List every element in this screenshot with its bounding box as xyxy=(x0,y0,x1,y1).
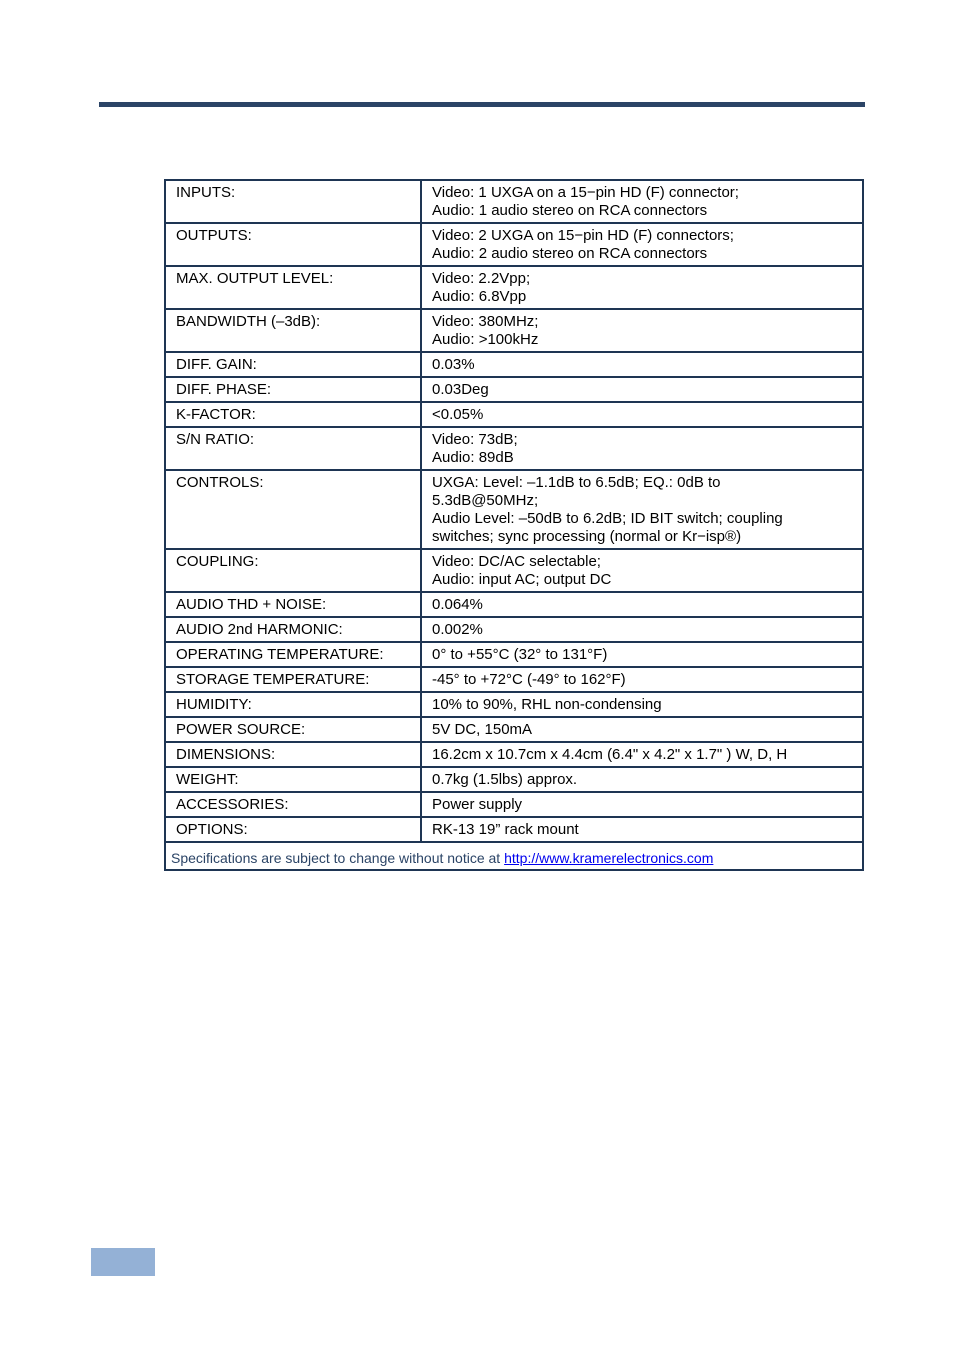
spec-label: POWER SOURCE: xyxy=(165,717,421,742)
spec-value xyxy=(421,817,863,842)
spec-label: OUTPUTS: xyxy=(165,223,421,266)
spec-value-line: Audio: 89dB xyxy=(432,449,514,466)
table-row xyxy=(165,377,863,402)
spec-value xyxy=(421,767,863,792)
spec-value xyxy=(421,309,863,352)
specifications-table-body xyxy=(165,180,863,870)
table-row xyxy=(165,266,863,309)
spec-value-line: Video: 73dB; xyxy=(432,431,518,448)
table-row xyxy=(165,692,863,717)
table-row xyxy=(165,667,863,692)
table-row xyxy=(165,642,863,667)
table-row xyxy=(165,792,863,817)
specifications-note-text: Specifications are subject to change without notice at xyxy=(171,850,505,866)
spec-value-line: 5.3dB@50MHz; xyxy=(432,492,539,509)
table-row xyxy=(165,352,863,377)
spec-value xyxy=(421,717,863,742)
table-row xyxy=(165,742,863,767)
table-row xyxy=(165,767,863,792)
header-rule xyxy=(99,102,865,107)
spec-value xyxy=(421,266,863,309)
specifications-note xyxy=(165,842,863,870)
table-row xyxy=(165,427,863,470)
spec-value-line: switches; sync processing (normal or Kr−isp®) xyxy=(432,528,742,545)
spec-label: DIFF. GAIN: xyxy=(165,352,421,377)
spec-value-line: Audio: input AC; output DC xyxy=(432,571,612,588)
table-row xyxy=(165,470,863,549)
spec-label: BANDWIDTH (–3dB): xyxy=(165,309,421,352)
table-row xyxy=(165,617,863,642)
spec-value-line: Video: 1 UXGA on a 15−pin HD (F) connector; xyxy=(432,184,739,201)
spec-label: HUMIDITY: xyxy=(165,692,421,717)
spec-label: K-FACTOR: xyxy=(165,402,421,427)
table-row xyxy=(165,223,863,266)
spec-value-line: 0° to +55°C (32° to 131°F) xyxy=(432,646,608,663)
spec-label: ACCESSORIES: xyxy=(165,792,421,817)
spec-value xyxy=(421,352,863,377)
spec-value-line: 16.2cm x 10.7cm x 4.4cm (6.4" x 4.2" x 1.7" ) W, D, H xyxy=(432,746,788,763)
spec-value-line: 5V DC, 150mA xyxy=(432,721,533,738)
table-row xyxy=(165,817,863,842)
spec-value xyxy=(421,792,863,817)
spec-value-line: 0.002% xyxy=(432,621,483,638)
spec-value xyxy=(421,377,863,402)
spec-value xyxy=(421,742,863,767)
spec-value xyxy=(421,549,863,592)
spec-label: CONTROLS: xyxy=(165,470,421,549)
spec-value xyxy=(421,223,863,266)
spec-value-line: Video: 2.2Vpp; xyxy=(432,270,531,287)
spec-value xyxy=(421,642,863,667)
table-row xyxy=(165,309,863,352)
spec-value-line: Audio: >100kHz xyxy=(432,331,539,348)
spec-value-line: Audio: 1 audio stereo on RCA connectors xyxy=(432,202,708,219)
spec-value-line: -45° to +72°C (-49° to 162°F) xyxy=(432,671,626,688)
spec-label: MAX. OUTPUT LEVEL: xyxy=(165,266,421,309)
spec-value-line: Video: 2 UXGA on 15−pin HD (F) connectors; xyxy=(432,227,734,244)
spec-label: AUDIO 2nd HARMONIC: xyxy=(165,617,421,642)
spec-value-line: 0.03Deg xyxy=(432,381,489,398)
specifications-table xyxy=(164,179,864,871)
spec-value xyxy=(421,402,863,427)
spec-value-line: UXGA: Level: –1.1dB to 6.5dB; EQ.: 0dB to xyxy=(432,474,721,491)
spec-value xyxy=(421,427,863,470)
spec-value-line: Power supply xyxy=(432,796,523,813)
spec-value-line: 0.7kg (1.5lbs) approx. xyxy=(432,771,578,788)
page-number-tab xyxy=(91,1248,155,1276)
spec-value xyxy=(421,667,863,692)
table-row xyxy=(165,549,863,592)
spec-value-line: Audio: 2 audio stereo on RCA connectors xyxy=(432,245,708,262)
spec-label: WEIGHT: xyxy=(165,767,421,792)
spec-value xyxy=(421,470,863,549)
spec-value-line: <0.05% xyxy=(432,406,484,423)
spec-value-line: RK-13 19” rack mount xyxy=(432,821,579,838)
spec-value-line: Video: 380MHz; xyxy=(432,313,539,330)
spec-label: INPUTS: xyxy=(165,180,421,223)
spec-value-line: Audio Level: –50dB to 6.2dB; ID BIT switch; coupling xyxy=(432,510,783,527)
spec-value xyxy=(421,180,863,223)
spec-label: STORAGE TEMPERATURE: xyxy=(165,667,421,692)
spec-value-line: Video: DC/AC selectable; xyxy=(432,553,601,570)
spec-value xyxy=(421,617,863,642)
spec-value-line: 0.03% xyxy=(432,356,475,373)
spec-label: OPTIONS: xyxy=(165,817,421,842)
spec-value-line: Audio: 6.8Vpp xyxy=(432,288,527,305)
table-row xyxy=(165,717,863,742)
spec-value xyxy=(421,692,863,717)
spec-label: DIFF. PHASE: xyxy=(165,377,421,402)
spec-value-line: 10% to 90%, RHL non-condensing xyxy=(432,696,662,713)
spec-label: DIMENSIONS: xyxy=(165,742,421,767)
table-row xyxy=(165,180,863,223)
table-row xyxy=(165,402,863,427)
table-footer-row xyxy=(165,842,863,870)
spec-label: OPERATING TEMPERATURE: xyxy=(165,642,421,667)
table-row xyxy=(165,592,863,617)
spec-value xyxy=(421,592,863,617)
spec-value-line: 0.064% xyxy=(432,596,483,613)
spec-label: COUPLING: xyxy=(165,549,421,592)
spec-label: AUDIO THD + NOISE: xyxy=(165,592,421,617)
kramer-website-link[interactable]: http://www.kramerelectronics.com xyxy=(504,850,714,866)
spec-label: S/N RATIO: xyxy=(165,427,421,470)
